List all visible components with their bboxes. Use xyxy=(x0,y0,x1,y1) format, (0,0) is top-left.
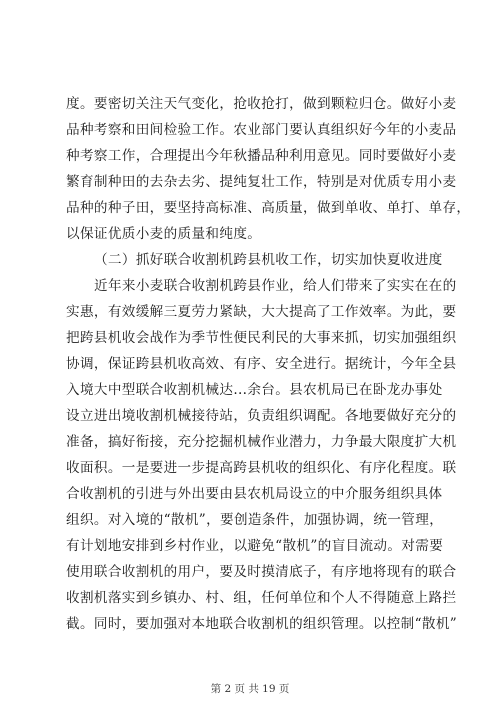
body-line: 实惠，有效缓解三夏劳力紧缺，大大提高了工作效率。为此，要 xyxy=(66,304,457,320)
body-line: 准备，搞好衔接，充分挖掘机械作业潜力，力争最大限度扩大机 xyxy=(66,434,457,450)
body-line: 繁育制种田的去杂去劣、提纯复壮工作，特别是对优质专用小麦 xyxy=(66,174,457,190)
page-number-label: 第 2 页 共 19 页 xyxy=(210,683,290,695)
body-line: 以保证优质小麦的质量和纯度。 xyxy=(66,226,262,242)
body-line: 品种考察和田间检验工作。农业部门要认真组织好今年的小麦品 xyxy=(66,122,457,138)
body-line: 协调，保证跨县机收高效、有序、安全进行。据统计，今年全县 xyxy=(66,356,457,372)
body-line: 种考察工作，合理提出今年秋播品种利用意见。同时要做好小麦 xyxy=(66,148,457,164)
section-heading: （二）抓好联合收割机跨县机收工作，切实加快夏收进度 xyxy=(94,252,443,268)
body-line: 把跨县机收会战作为季节性便民利民的大事来抓，切实加强组织 xyxy=(66,330,457,346)
body-line: 度。要密切关注天气变化，抢收抢打，做到颗粒归仓。做好小麦 xyxy=(66,96,457,112)
page-footer xyxy=(0,682,500,696)
body-line: 使用联合收割机的用户，要及时摸清底子，有序地将现有的联合 xyxy=(66,564,457,580)
body-line: 品种的种子田，要坚持高标准、高质量，做到单收、单打、单存， xyxy=(66,200,471,216)
body-line: 合收割机的引进与外出要由县农机局设立的中介服务组织具体 xyxy=(66,486,443,502)
paragraph-first-line: 近年来小麦联合收割机跨县作业，给人们带来了实实在在的 xyxy=(94,278,457,294)
body-line: 有计划地安排到乡村作业，以避免“散机”的盲目流动。对需要 xyxy=(66,538,444,554)
body-line: 收割机落实到乡镇办、村、组，任何单位和个人不得随意上路拦 xyxy=(66,590,457,606)
body-line: 截。同时，要加强对本地联合收割机的组织管理。以控制“散机” xyxy=(66,616,458,632)
body-line: 设立进出境收割机械接待站，负责组织调配。各地要做好充分的 xyxy=(66,408,457,424)
body-line: 收面积。一是要进一步提高跨县机收的组织化、有序化程度。联 xyxy=(66,460,457,476)
body-line: 组织。对入境的“散机”，要创造条件，加强协调，统一管理， xyxy=(66,512,444,528)
body-line: 入境大中型联合收割机械达...余台。县农机局已在卧龙办事处 xyxy=(66,382,443,398)
